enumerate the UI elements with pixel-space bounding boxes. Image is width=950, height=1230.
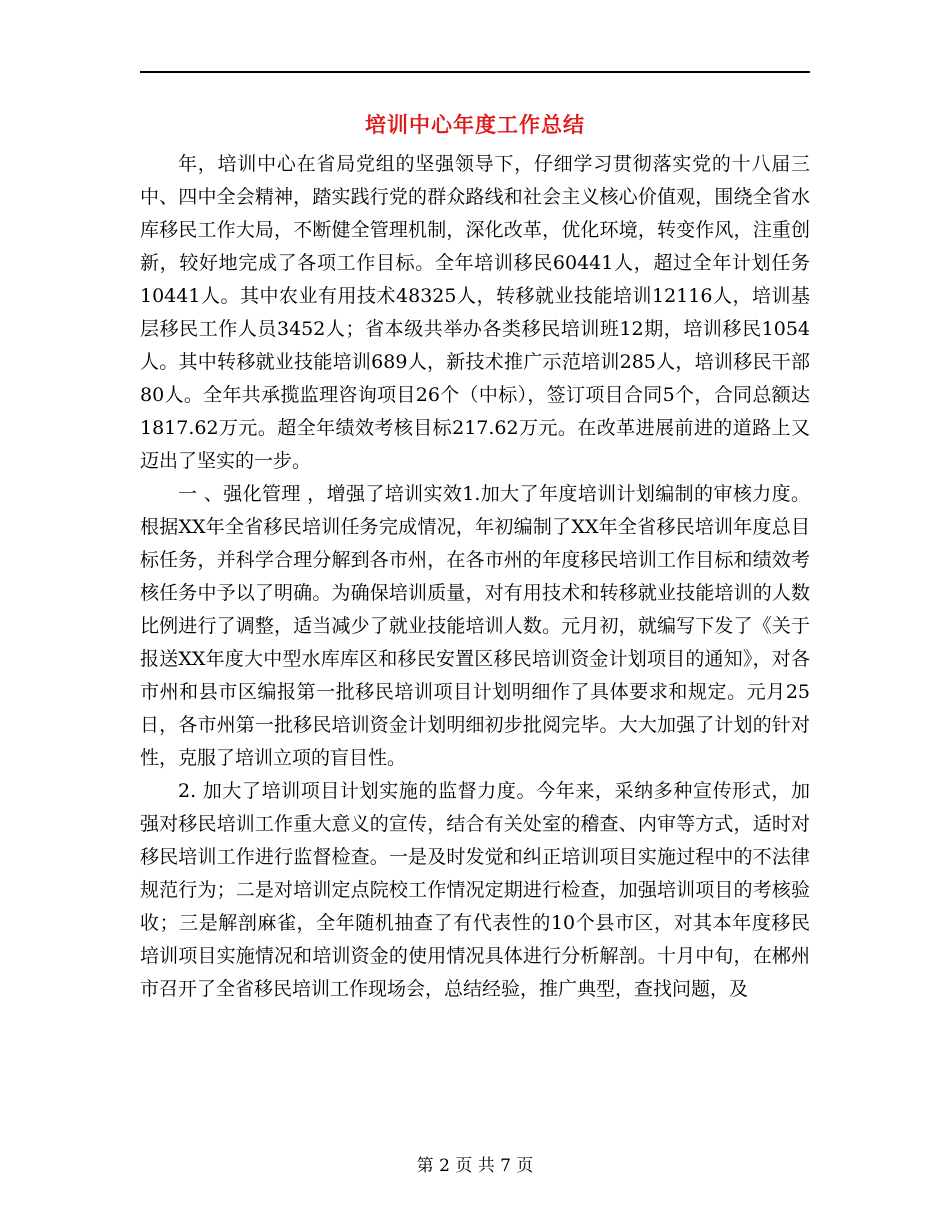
header-rule [140, 71, 810, 73]
document-body [140, 148, 810, 1006]
document-title: 培训中心年度工作总结 [365, 112, 585, 137]
body-paragraph-2: 一 、强化管理 ，增强了培训实效1.加大了年度培训计划编制的审核力度。根据XX年全省移民培训任务完成情况，年初编制了XX年全省移民培训年度总目标任务，并科学合理分解到各市州，在各市州的年度移民培训工作目标和绩效考核任务中予以了明确。为确保培训质量，对有用技术和转移就业技能培训的人数比例进行了调整，适当减少了就业技能培训人数。元月初，就编写下发了《关于报送XX年度大中型水库库区和移民安置区移民培训资金计划项目的通知》，对各市州和县市区编报第一批移民培训项目计划明细作了具体要求和规定。元月25日，各市州第一批移民培训资金计划明细初步批阅完毕。大大加强了计划的针对性，克服了培训立项的盲目性。 [140, 483, 810, 769]
body-paragraph-3: 2. 加大了培训项目计划实施的监督力度。今年来，采纳多种宣传形式，加强对移民培训工作重大意义的宣传，结合有关处室的稽查、内审等方式，适时对移民培训工作进行监督检查。一是及时发觉和纠正培训项目实施过程中的不法律规范行为；二是对培训定点院校工作情况定期进行检查，加强培训项目的考核验收；三是解剖麻雀，全年随机抽查了有代表性的10个县市区，对其本年度移民培训项目实施情况和培训资金的使用情况具体进行分析解剖。十月中旬，在郴州市召开了全省移民培训工作现场会，总结经验，推广典型，查找问题，及 [140, 780, 810, 1000]
page-number-footer: 第 2 页 共 7 页 [416, 1156, 534, 1176]
body-paragraph-1: 年，培训中心在省局党组的坚强领导下，仔细学习贯彻落实党的十八届三中、四中全会精神，踏实践行党的群众路线和社会主义核心价值观，围绕全省水库移民工作大局，不断健全管理机制，深化改革，优化环境，转变作风，注重创新，较好地完成了各项工作目标。全年培训移民60441人，超过全年计划任务10441人。其中农业有用技术48325人，转移就业技能培训12116人，培训基层移民工作人员3452人；省本级共举办各类移民培训班12期，培训移民1054人。其中转移就业技能培训689人，新技术推广示范培训285人，培训移民干部80人。全年共承揽监理咨询项目26个（中标），签订项目合同5个，合同总额达1817.62万元。超全年绩效考核目标217.62万元。在改革进展前进的道路上又迈出了坚实的一步。 [140, 153, 810, 472]
